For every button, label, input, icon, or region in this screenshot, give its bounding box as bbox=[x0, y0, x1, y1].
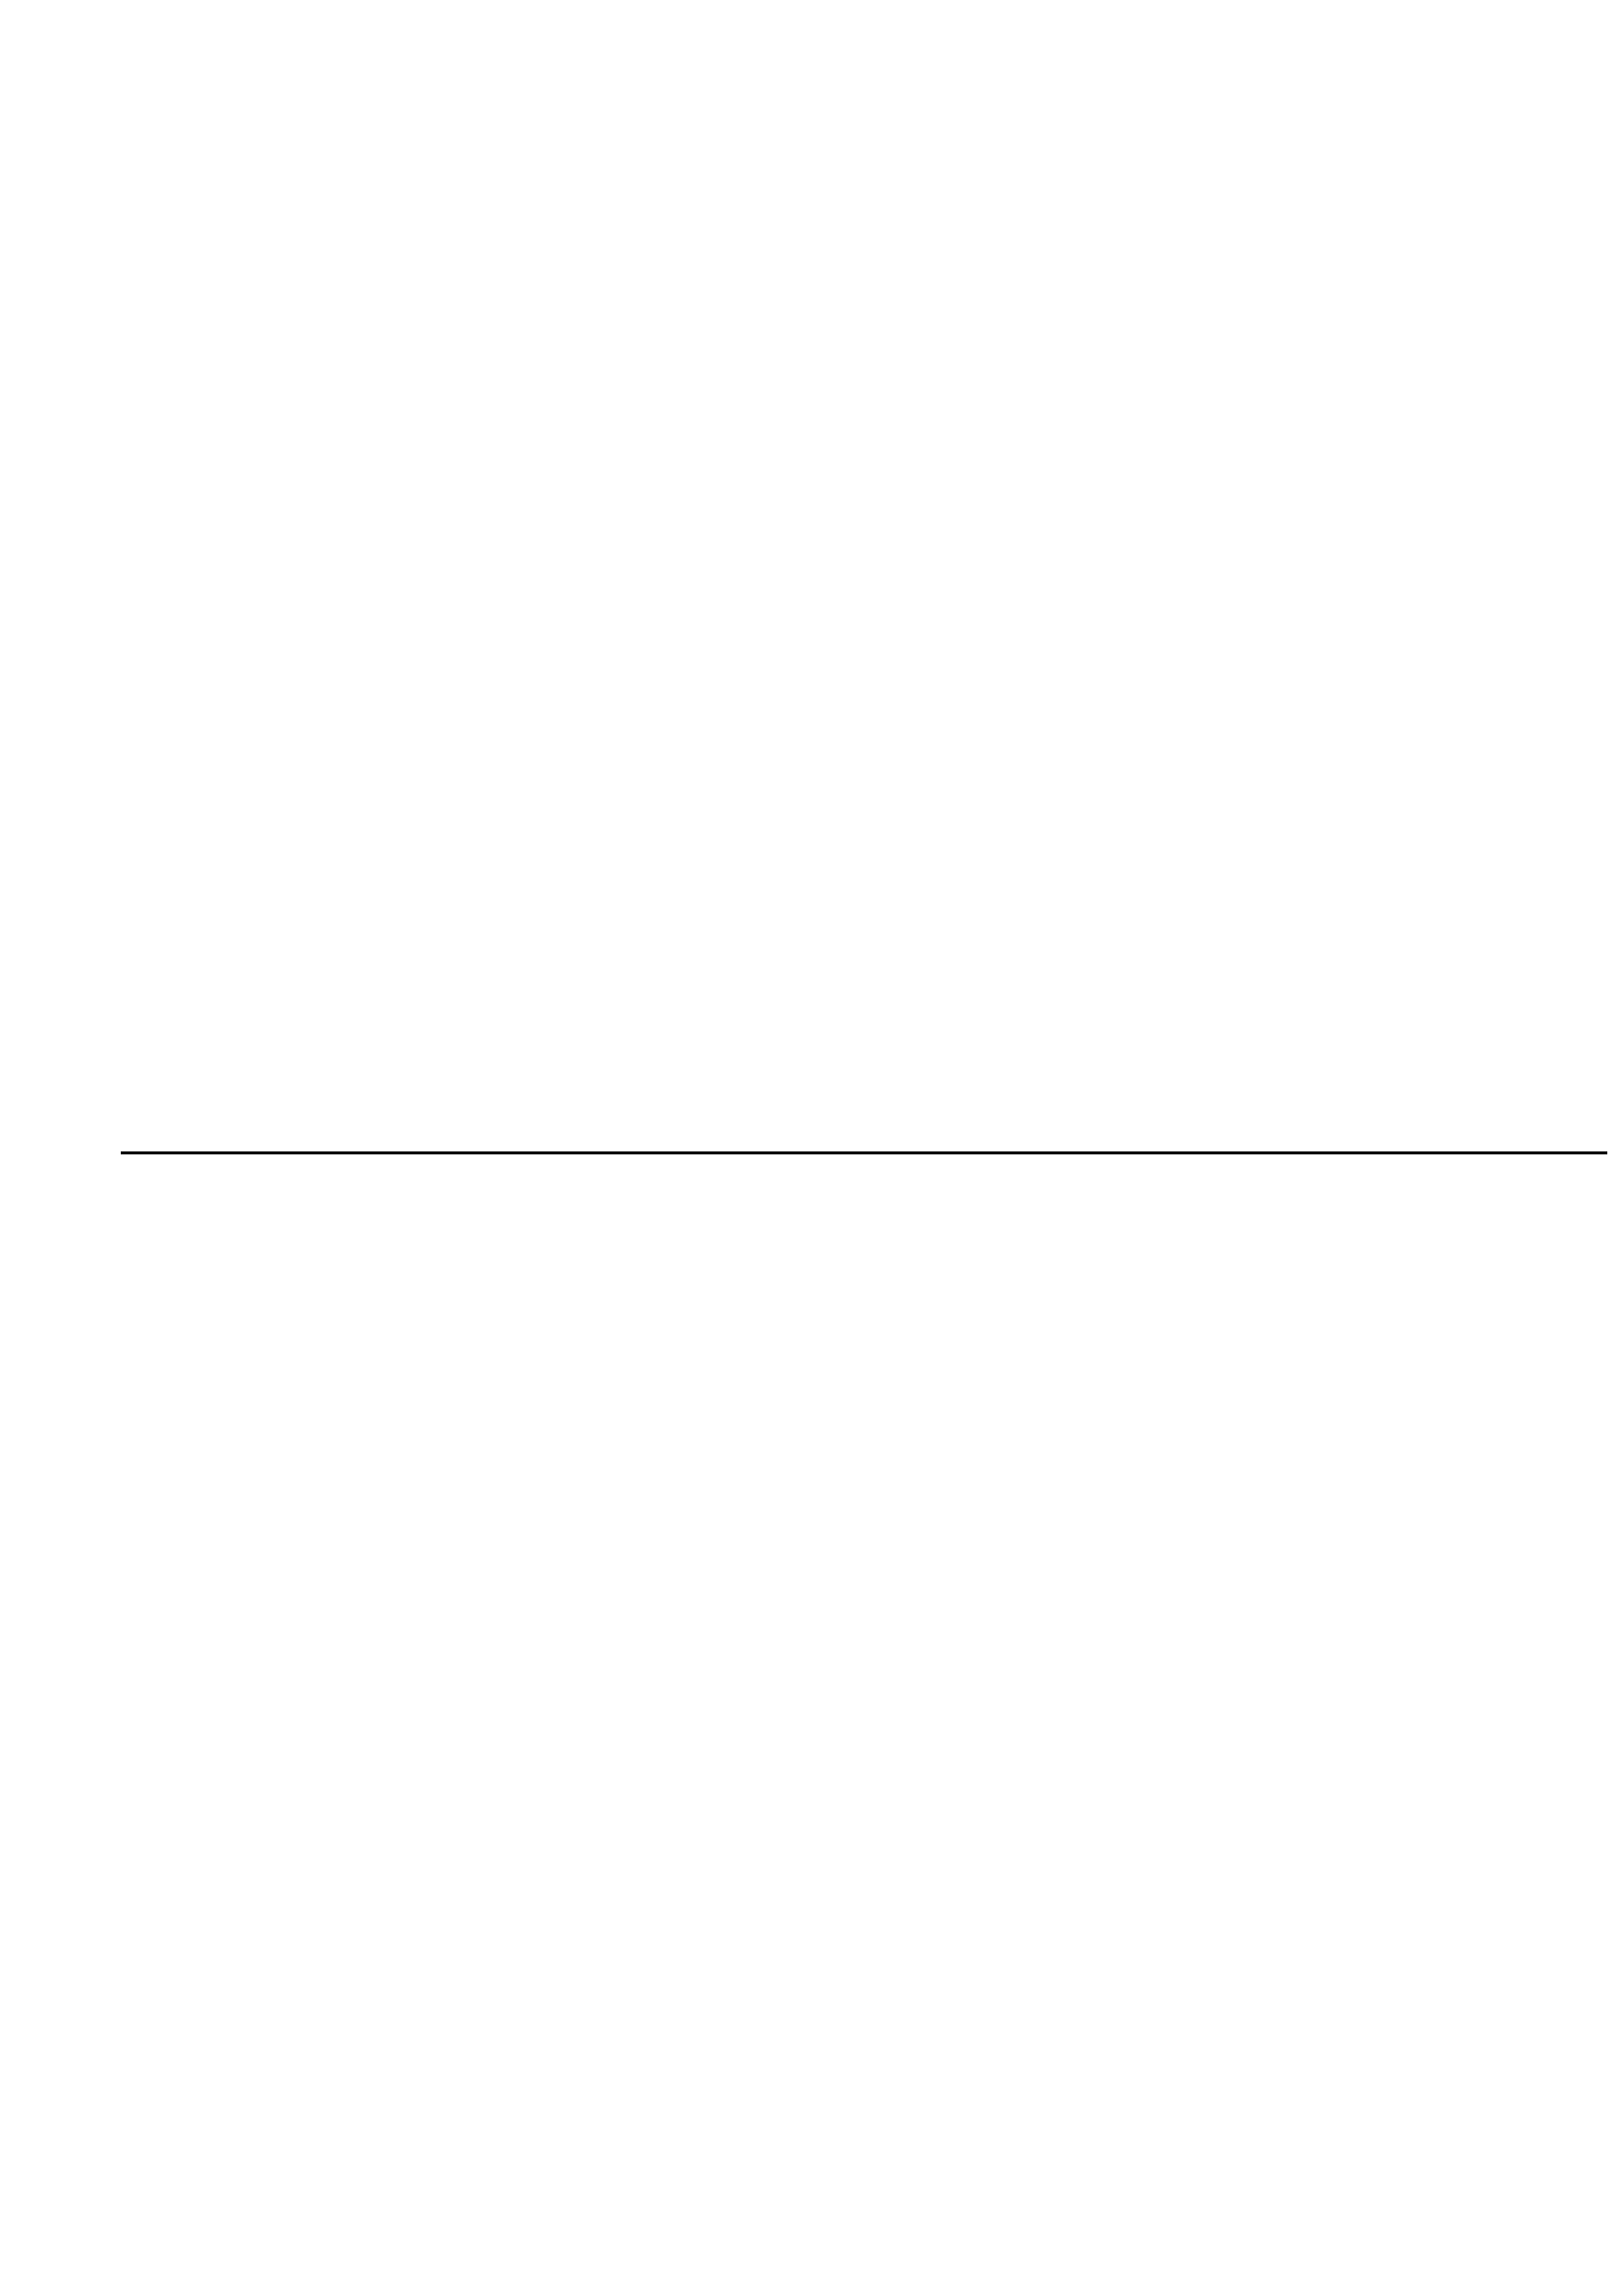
section-divider-rule bbox=[121, 1151, 1607, 1154]
